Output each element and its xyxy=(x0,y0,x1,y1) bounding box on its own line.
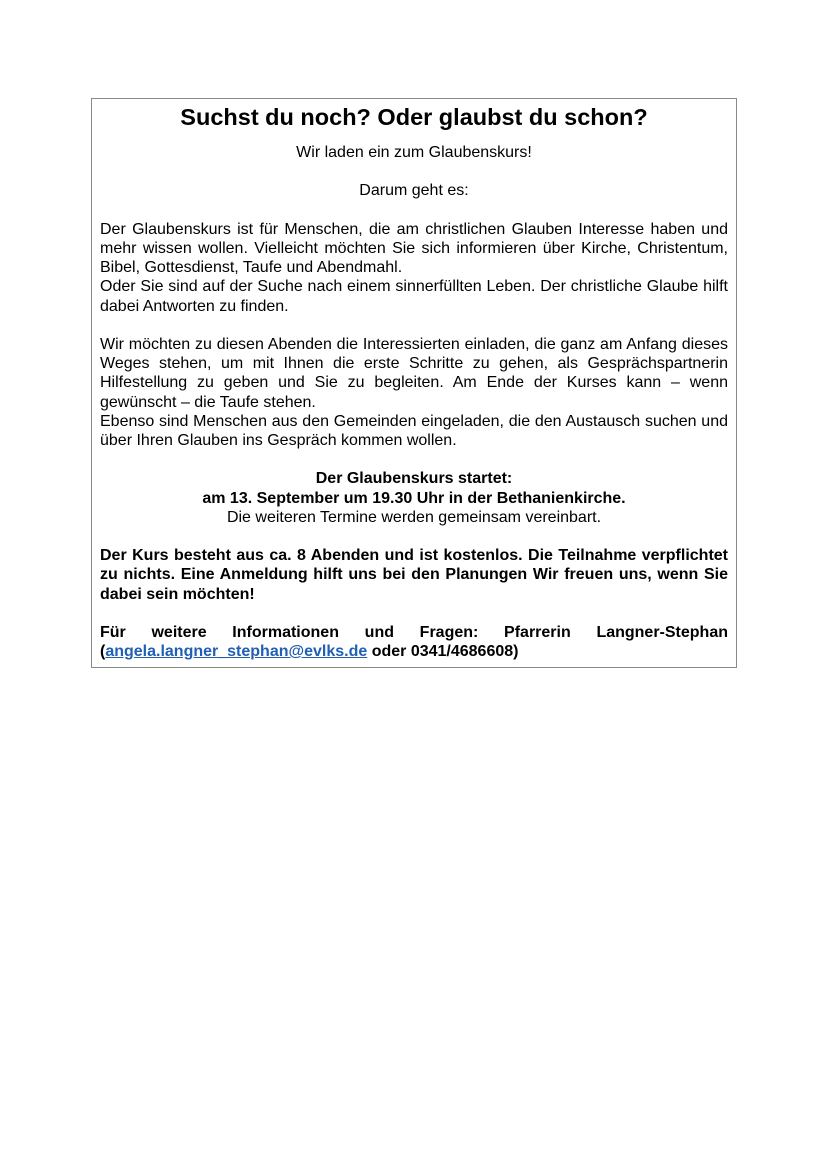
course-info: Der Kurs besteht aus ca. 8 Abenden und ist kostenlos. Die Teilnahme verpflichtet zu nichts. Eine Anmeldung hilft uns bei den Planungen Wir freuen uns, wenn Sie dabei sein möchten! xyxy=(100,547,728,603)
start-heading: Der Glaubenskurs startet: xyxy=(315,470,513,488)
start-note: Die weiteren Termine werden gemeinsam vereinbart. xyxy=(226,508,602,526)
paragraph-community: Ebenso sind Menschen aus den Gemeinden eingeladen, die den Austausch suchen und über Ihren Glauben ins Gespräch kommen wollen. xyxy=(100,412,728,449)
contact-intro: Für weitere Informationen und Fragen: Pfarrerin Langner-Stephan xyxy=(100,623,728,641)
paragraph-invitation: Wir möchten zu diesen Abenden die Interessierten einladen, die ganz am Anfang dieses Weges stehen, um mit Ihnen die erste Schritte zu gehen, als Gesprächspartnerin Hilfestellung zu geben und Sie zu begleiten. Am Ende der Kurses kann – wenn gewünscht – die Taufe stehen. xyxy=(100,335,728,411)
page-title: Suchst du noch? Oder glaubst du schon? xyxy=(180,104,648,130)
contact-open-paren: ( xyxy=(100,643,106,661)
flyer-box xyxy=(91,98,737,668)
subheading: Darum geht es: xyxy=(359,182,469,200)
paragraph-search: Oder Sie sind auf der Suche nach einem sinnerfüllten Leben. Der christliche Glaube hilft dabei Antworten zu finden. xyxy=(100,278,728,315)
contact-line xyxy=(100,642,728,661)
start-date: am 13. September um 19.30 Uhr in der Bethanienkirche. xyxy=(202,489,626,507)
invite-line: Wir laden ein zum Glaubenskurs! xyxy=(296,144,532,161)
contact-phone: oder 0341/4686608) xyxy=(367,643,519,661)
email-link[interactable]: angela.langner_stephan@evlks.de xyxy=(105,643,368,661)
paragraph-audience: Der Glaubenskurs ist für Menschen, die am christlichen Glauben Interesse haben und mehr wissen wollen. Vielleicht möchten Sie sich informieren über Kirche, Christentum, Bibel, Gottesdienst, Taufe und Abendmahl. xyxy=(100,220,728,277)
